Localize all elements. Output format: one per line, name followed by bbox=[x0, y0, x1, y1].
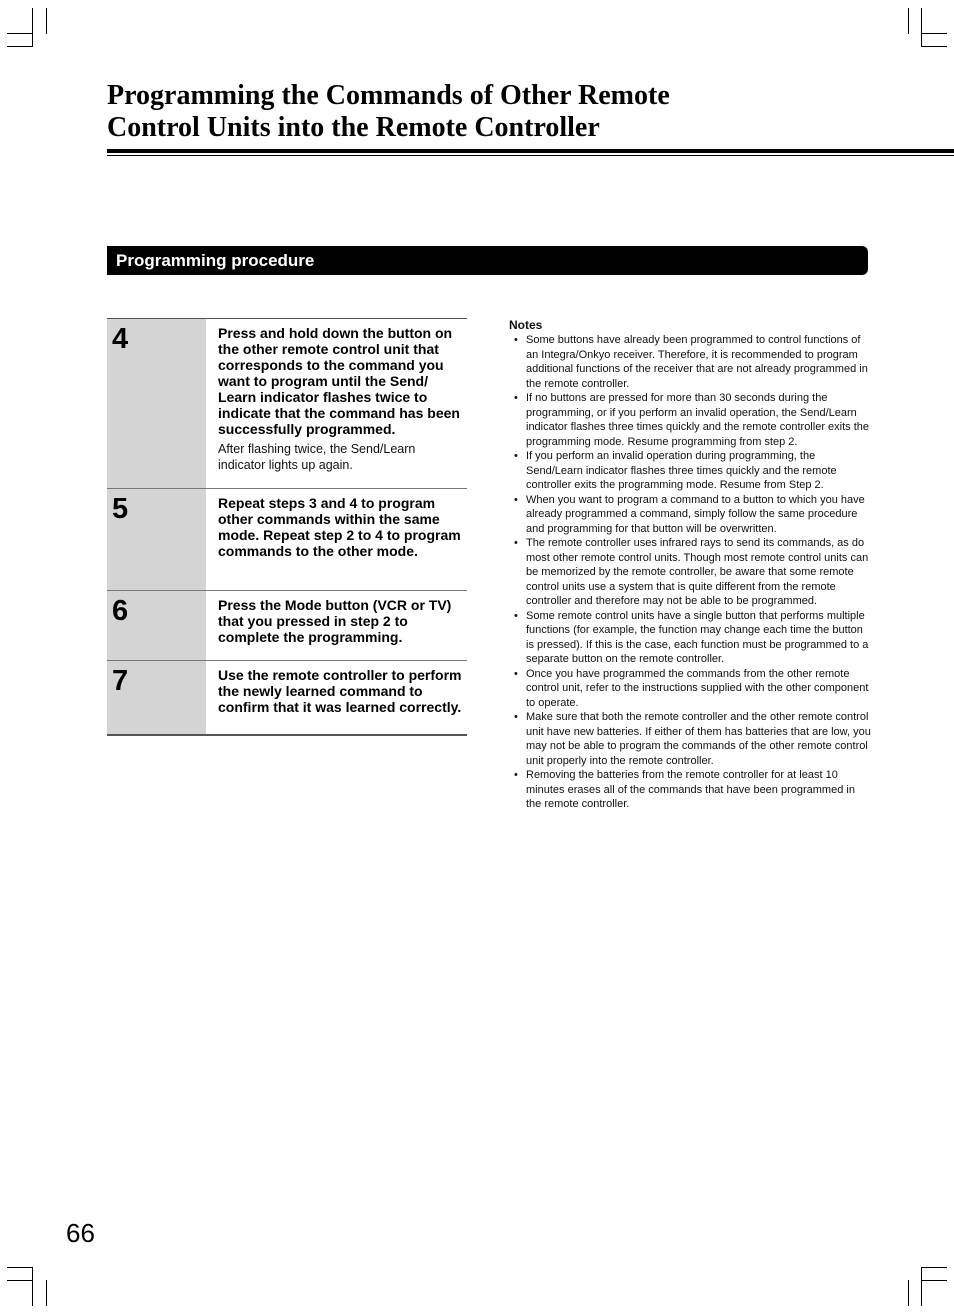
section-heading: Programming procedure bbox=[107, 246, 868, 275]
note-item bbox=[509, 493, 871, 537]
note-item bbox=[509, 536, 871, 609]
step-row bbox=[107, 319, 467, 489]
step-body bbox=[206, 661, 467, 734]
crop-mark bbox=[7, 46, 33, 47]
step-instruction: Press the Mode button (VCR or TV) that you pressed in step 2 to complete the programming. bbox=[218, 597, 452, 645]
step-row bbox=[107, 661, 467, 734]
crop-mark bbox=[46, 1280, 47, 1306]
page-title-line-2: Control Units into the Remote Controller bbox=[107, 112, 600, 143]
step-number: 5 bbox=[112, 493, 129, 525]
crop-mark bbox=[7, 33, 33, 34]
crop-mark bbox=[32, 1268, 33, 1306]
step-number: 4 bbox=[112, 323, 129, 355]
crop-mark bbox=[921, 1268, 922, 1306]
note-item bbox=[509, 710, 871, 768]
step-number: 7 bbox=[112, 665, 129, 697]
crop-mark bbox=[7, 1267, 33, 1268]
note-item bbox=[509, 609, 871, 667]
note-item bbox=[509, 449, 871, 493]
crop-mark bbox=[921, 33, 947, 34]
step-number-cell bbox=[107, 591, 206, 660]
bullet-icon: • bbox=[514, 493, 518, 506]
crop-mark bbox=[908, 8, 909, 34]
note-item bbox=[509, 391, 871, 449]
bullet-icon: • bbox=[514, 537, 518, 549]
note-item bbox=[509, 667, 871, 711]
step-instruction: Press and hold down the button on the other remote control unit that corresponds to the command you want to program until the Send/ Learn indicator flashes twice to indicate that the command has been successfully programmed. bbox=[218, 325, 460, 437]
bullet-icon: • bbox=[514, 450, 518, 462]
bullet-icon: • bbox=[514, 392, 518, 404]
crop-mark bbox=[921, 46, 947, 47]
step-row bbox=[107, 489, 467, 591]
step-number: 6 bbox=[112, 595, 129, 627]
crop-mark bbox=[908, 1280, 909, 1306]
bullet-icon: • bbox=[514, 711, 518, 723]
bullet-icon: • bbox=[514, 609, 518, 622]
step-body bbox=[206, 319, 467, 488]
page-title-line-1: Programming the Commands of Other Remote bbox=[107, 80, 670, 111]
bullet-icon: • bbox=[514, 667, 518, 680]
crop-mark bbox=[7, 1280, 33, 1281]
note-item bbox=[509, 768, 871, 812]
steps-table bbox=[107, 318, 467, 736]
note-text: Make sure that both the remote controller and the other remote control unit have new batteries. If either of them has batteries that are low, you may not be able to program the commands of the other remote control unit properly into the remote controller. bbox=[526, 711, 871, 767]
notes-list bbox=[509, 333, 871, 812]
note-text: If you perform an invalid operation during programming, the Send/Learn indicator flashes three times quickly and the remote controller exits the programming mode. Resume from Step 2. bbox=[526, 450, 837, 491]
step-instruction: Use the remote controller to perform the newly learned command to confirm that it was learned correctly. bbox=[218, 667, 462, 715]
bullet-icon: • bbox=[514, 334, 518, 346]
crop-mark bbox=[32, 8, 33, 46]
notes-heading: Notes bbox=[509, 318, 543, 332]
note-text: Removing the batteries from the remote controller for at least 10 minutes erases all of the commands that have been programmed in the remote controller. bbox=[526, 769, 855, 810]
page-title bbox=[107, 80, 867, 144]
step-number-cell bbox=[107, 489, 206, 590]
page-number: 66 bbox=[66, 1218, 95, 1248]
title-rule-thin bbox=[107, 155, 954, 156]
step-number-cell bbox=[107, 661, 206, 734]
note-text: Once you have programmed the commands from the other remote control unit, refer to the instructions supplied with the other component to operate. bbox=[526, 667, 869, 709]
crop-mark bbox=[921, 1267, 947, 1268]
title-rule bbox=[107, 149, 954, 153]
step-number-cell bbox=[107, 319, 206, 488]
note-item bbox=[509, 333, 871, 391]
step-note: After flashing twice, the Send/Learn indicator lights up again. bbox=[218, 442, 416, 472]
note-text: If no buttons are pressed for more than 30 seconds during the programming, or if you perform an invalid operation, the Send/Learn indicator flashes three times quickly and the remote controller exits the programming mode. Resume programming from step 2. bbox=[526, 392, 869, 448]
step-body bbox=[206, 591, 467, 660]
crop-mark bbox=[921, 8, 922, 46]
crop-mark bbox=[46, 8, 47, 34]
note-text: When you want to program a command to a button to which you have already programmed a command, simply follow the same procedure and programming for that button will be overwritten. bbox=[526, 493, 865, 535]
crop-mark bbox=[921, 1280, 947, 1281]
note-text: The remote controller uses infrared rays to send its commands, as do most other remote control units. Though most remote control units can be memorized by the remote controller, be aware that some remote control units use a system that is quite different from the remote controller and therefore may not be able to be programmed. bbox=[526, 537, 869, 607]
note-text: Some remote control units have a single button that performs multiple functions (for example, the function may change each time the button is pressed). If this is the case, each function must be programmed to a separate button on the remote controller. bbox=[526, 609, 869, 665]
step-instruction: Repeat steps 3 and 4 to program other commands within the same mode. Repeat step 2 to 4 to program commands to the other mode. bbox=[218, 495, 461, 559]
step-body bbox=[206, 489, 467, 590]
note-text: Some buttons have already been programmed to control functions of an Integra/Onkyo receiver. Therefore, it is recommended to program additional functions of the receiver that are not already programmed in the remote controller. bbox=[526, 334, 868, 390]
step-row bbox=[107, 591, 467, 661]
notes-section bbox=[509, 318, 871, 812]
bullet-icon: • bbox=[514, 769, 518, 781]
